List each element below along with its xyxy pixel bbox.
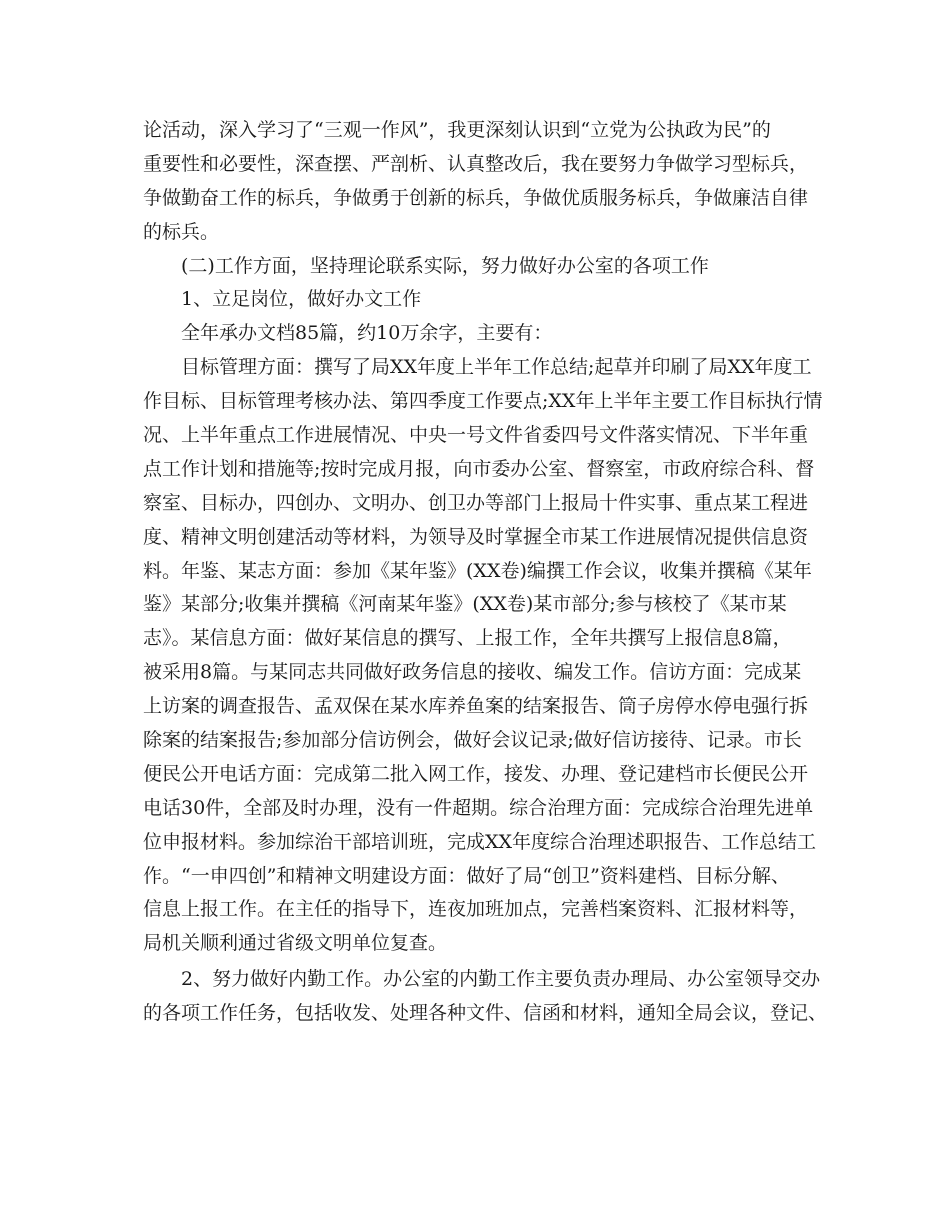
text-line: 全年承办文档85篇，约10万余字，主要有： xyxy=(181,322,553,345)
document-body xyxy=(143,114,828,1031)
text-line: 位申报材料。参加综治干部培训班，完成XX年度综合治理述职报告、工作总结工 xyxy=(143,830,817,853)
paragraph-start: 2、努力做好内勤工作。办公室的内勤工作主要负责办理局、办公室领导交办 xyxy=(181,968,821,991)
text-line: 的各项工作任务，包括收发、处理各种文件、信函和材料，通知全局会议，登记、 xyxy=(143,1002,828,1025)
text-line: 况、上半年重点工作进展情况、中央一号文件省委四号文件落实情况、下半年重 xyxy=(143,424,809,447)
section-heading: (二)工作方面，坚持理论联系实际，努力做好办公室的各项工作 xyxy=(181,254,709,277)
text-line: 重要性和必要性，深查摆、严剖析、认真整改后，我在要努力争做学习型标兵， xyxy=(143,152,809,175)
text-line: 料。年鉴、某志方面：参加《某年鉴》(XX卷)编撰工作会议，收集并撰稿《某年 xyxy=(143,559,812,582)
text-line: 被采用8篇。与某同志共同做好政务信息的接收、编发工作。信访方面：完成某 xyxy=(143,661,802,684)
text-line: 度、精神文明创建活动等材料，为领导及时掌握全市某工作进展情况提供信息资 xyxy=(143,525,809,548)
text-line: 作。“一申四创”和精神文明建设方面：做好了局“创卫”资料建档、目标分解、 xyxy=(143,864,790,887)
text-line: 志》。某信息方面：做好某信息的撰写、上报工作，全年共撰写上报信息8篇， xyxy=(143,627,792,650)
text-line: 点工作计划和措施等;按时完成月报，向市委办公室、督察室，市政府综合科、督 xyxy=(143,457,815,480)
text-line: 争做勤奋工作的标兵，争做勇于创新的标兵，争做优质服务标兵，争做廉洁自律 xyxy=(143,186,809,209)
text-line: 局机关顺利通过省级文明单位复查。 xyxy=(143,932,448,955)
text-line: 信息上报工作。在主任的指导下，连夜加班加点，完善档案资料、汇报材料等， xyxy=(143,898,809,921)
paragraph-start: 目标管理方面：撰写了局XX年度上半年工作总结;起草并印刷了局XX年度工 xyxy=(181,356,812,379)
subsection-heading: 1、立足岗位，做好办文工作 xyxy=(181,288,422,311)
text-line: 察室、目标办，四创办、文明办、创卫办等部门上报局十件实事、重点某工程进 xyxy=(143,491,809,514)
text-line: 作目标、目标管理考核办法、第四季度工作要点;XX年上半年主要工作目标执行情 xyxy=(143,390,823,413)
text-line: 论活动，深入学习了“三观一作风”，我更深刻认识到“立党为公执政为民”的 xyxy=(143,119,771,141)
text-line: 的标兵。 xyxy=(143,220,220,243)
text-line: 上访案的调查报告、孟双保在某水库养鱼案的结案报告、筒子房停水停电强行拆 xyxy=(143,695,809,718)
text-line: 便民公开电话方面：完成第二批入网工作，接发、办理、登记建档市长便民公开 xyxy=(143,762,809,785)
text-line: 除案的结案报告;参加部分信访例会，做好会议记录;做好信访接待、记录。市长 xyxy=(143,729,802,752)
text-line: 电话30件，全部及时办理，没有一件超期。综合治理方面：完成综合治理先进单 xyxy=(143,796,814,819)
text-line: 鉴》某部分;收集并撰稿《河南某年鉴》(XX卷)某市部分;参与核校了《某市某 xyxy=(143,593,787,616)
